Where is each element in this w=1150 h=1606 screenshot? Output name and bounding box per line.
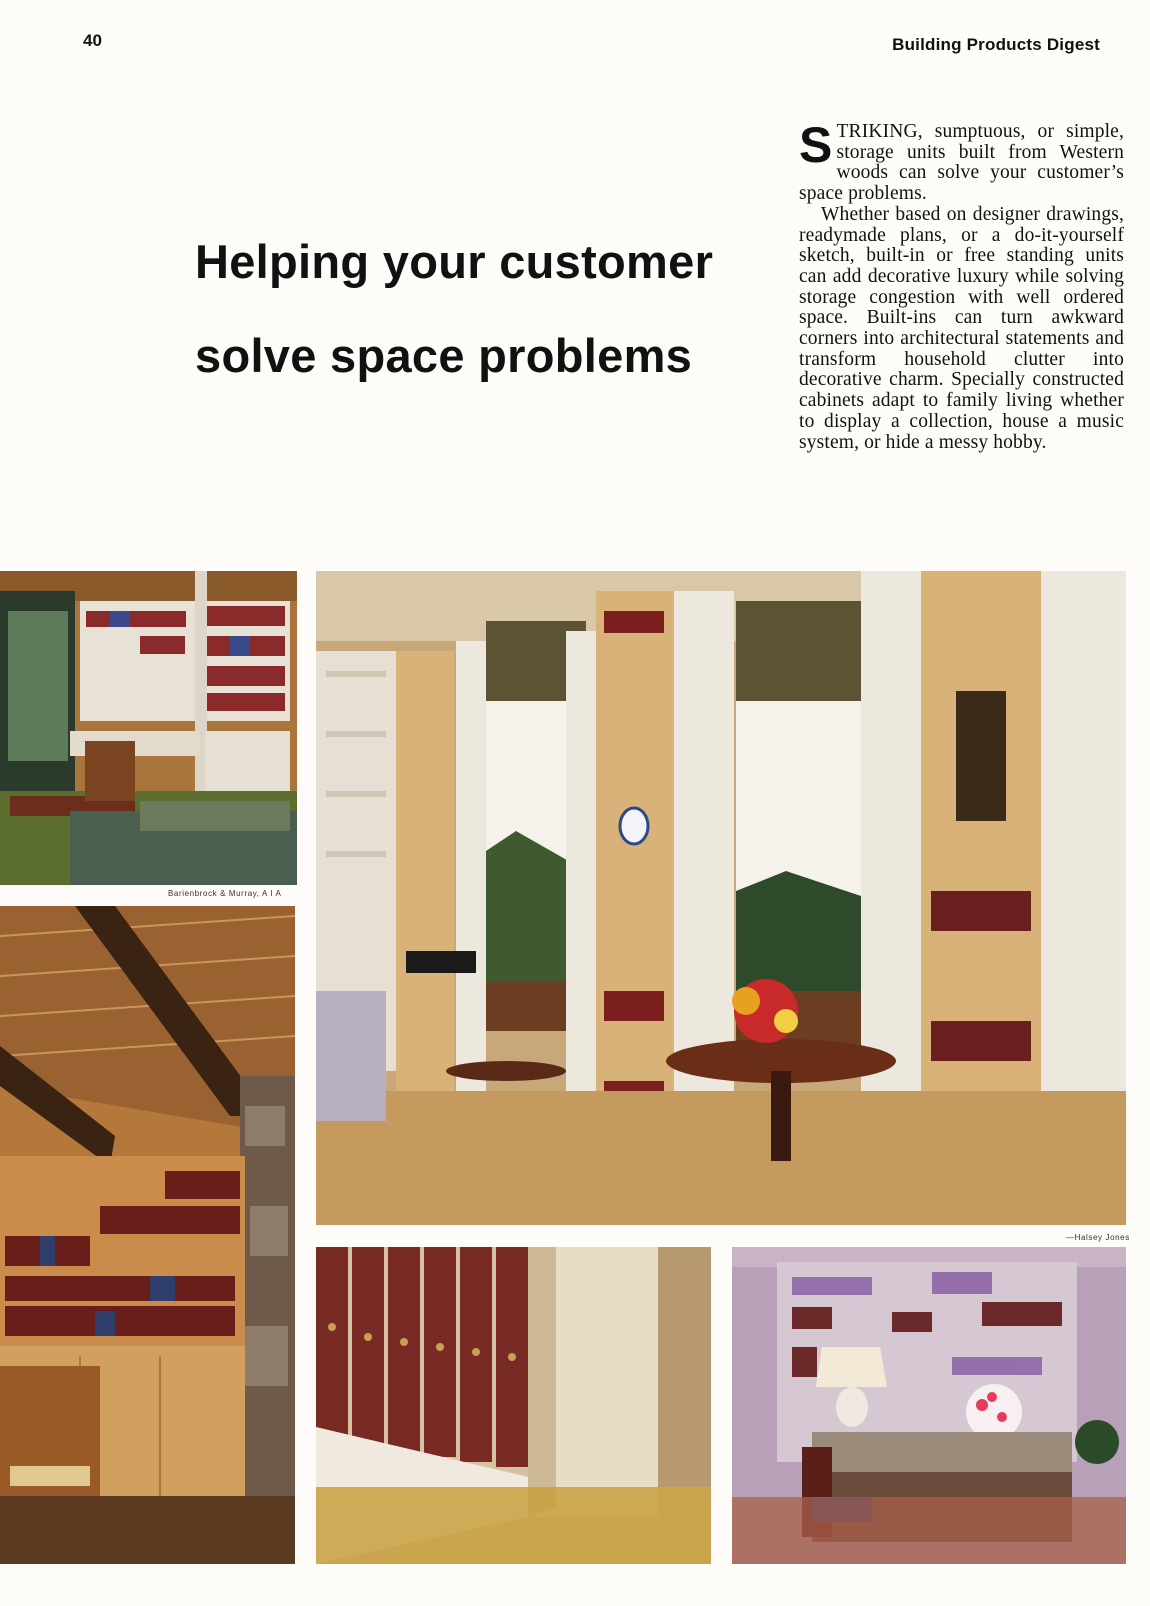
photo-credit-main: —Halsey Jones <box>1066 1233 1130 1242</box>
photo-attic-library <box>0 906 295 1564</box>
intro-paragraph-1-text: TRIKING, sumptuous, or simple, storage units built from Western woods can solve your customer’s space problems. <box>799 121 1124 205</box>
page-number: 40 <box>83 31 102 50</box>
intro-paragraph-1 <box>799 117 1124 205</box>
headline-line-2: solve space problems <box>195 329 693 382</box>
headline-line-1: Helping your customer <box>195 235 714 288</box>
intro-paragraph-2: Whether based on designer drawings, readymade plans, or a do-it-yourself sketch, built-in or free standing units can add decorative luxury while solving storage congestion with well ordered space. Built-ins can turn awkward corners into architectural statements and transform household clutter into decorative charm. Specially constructed cabinets adapt to family living whether to display a collection, house a music system, or hide a messy hobby. <box>799 203 1124 453</box>
photo-living-room-bookshelves <box>0 571 297 885</box>
publication-name: Building Products Digest <box>892 35 1100 54</box>
photo-books-corner <box>316 1247 711 1564</box>
photo-credit-1: Barienbrock & Murray, A I A <box>168 889 282 898</box>
intro-text <box>799 117 1124 453</box>
drop-cap: S <box>799 117 833 173</box>
headline <box>195 215 755 403</box>
photo-window-shelves-main <box>316 571 1126 1225</box>
photo-desk-nook <box>732 1247 1126 1564</box>
